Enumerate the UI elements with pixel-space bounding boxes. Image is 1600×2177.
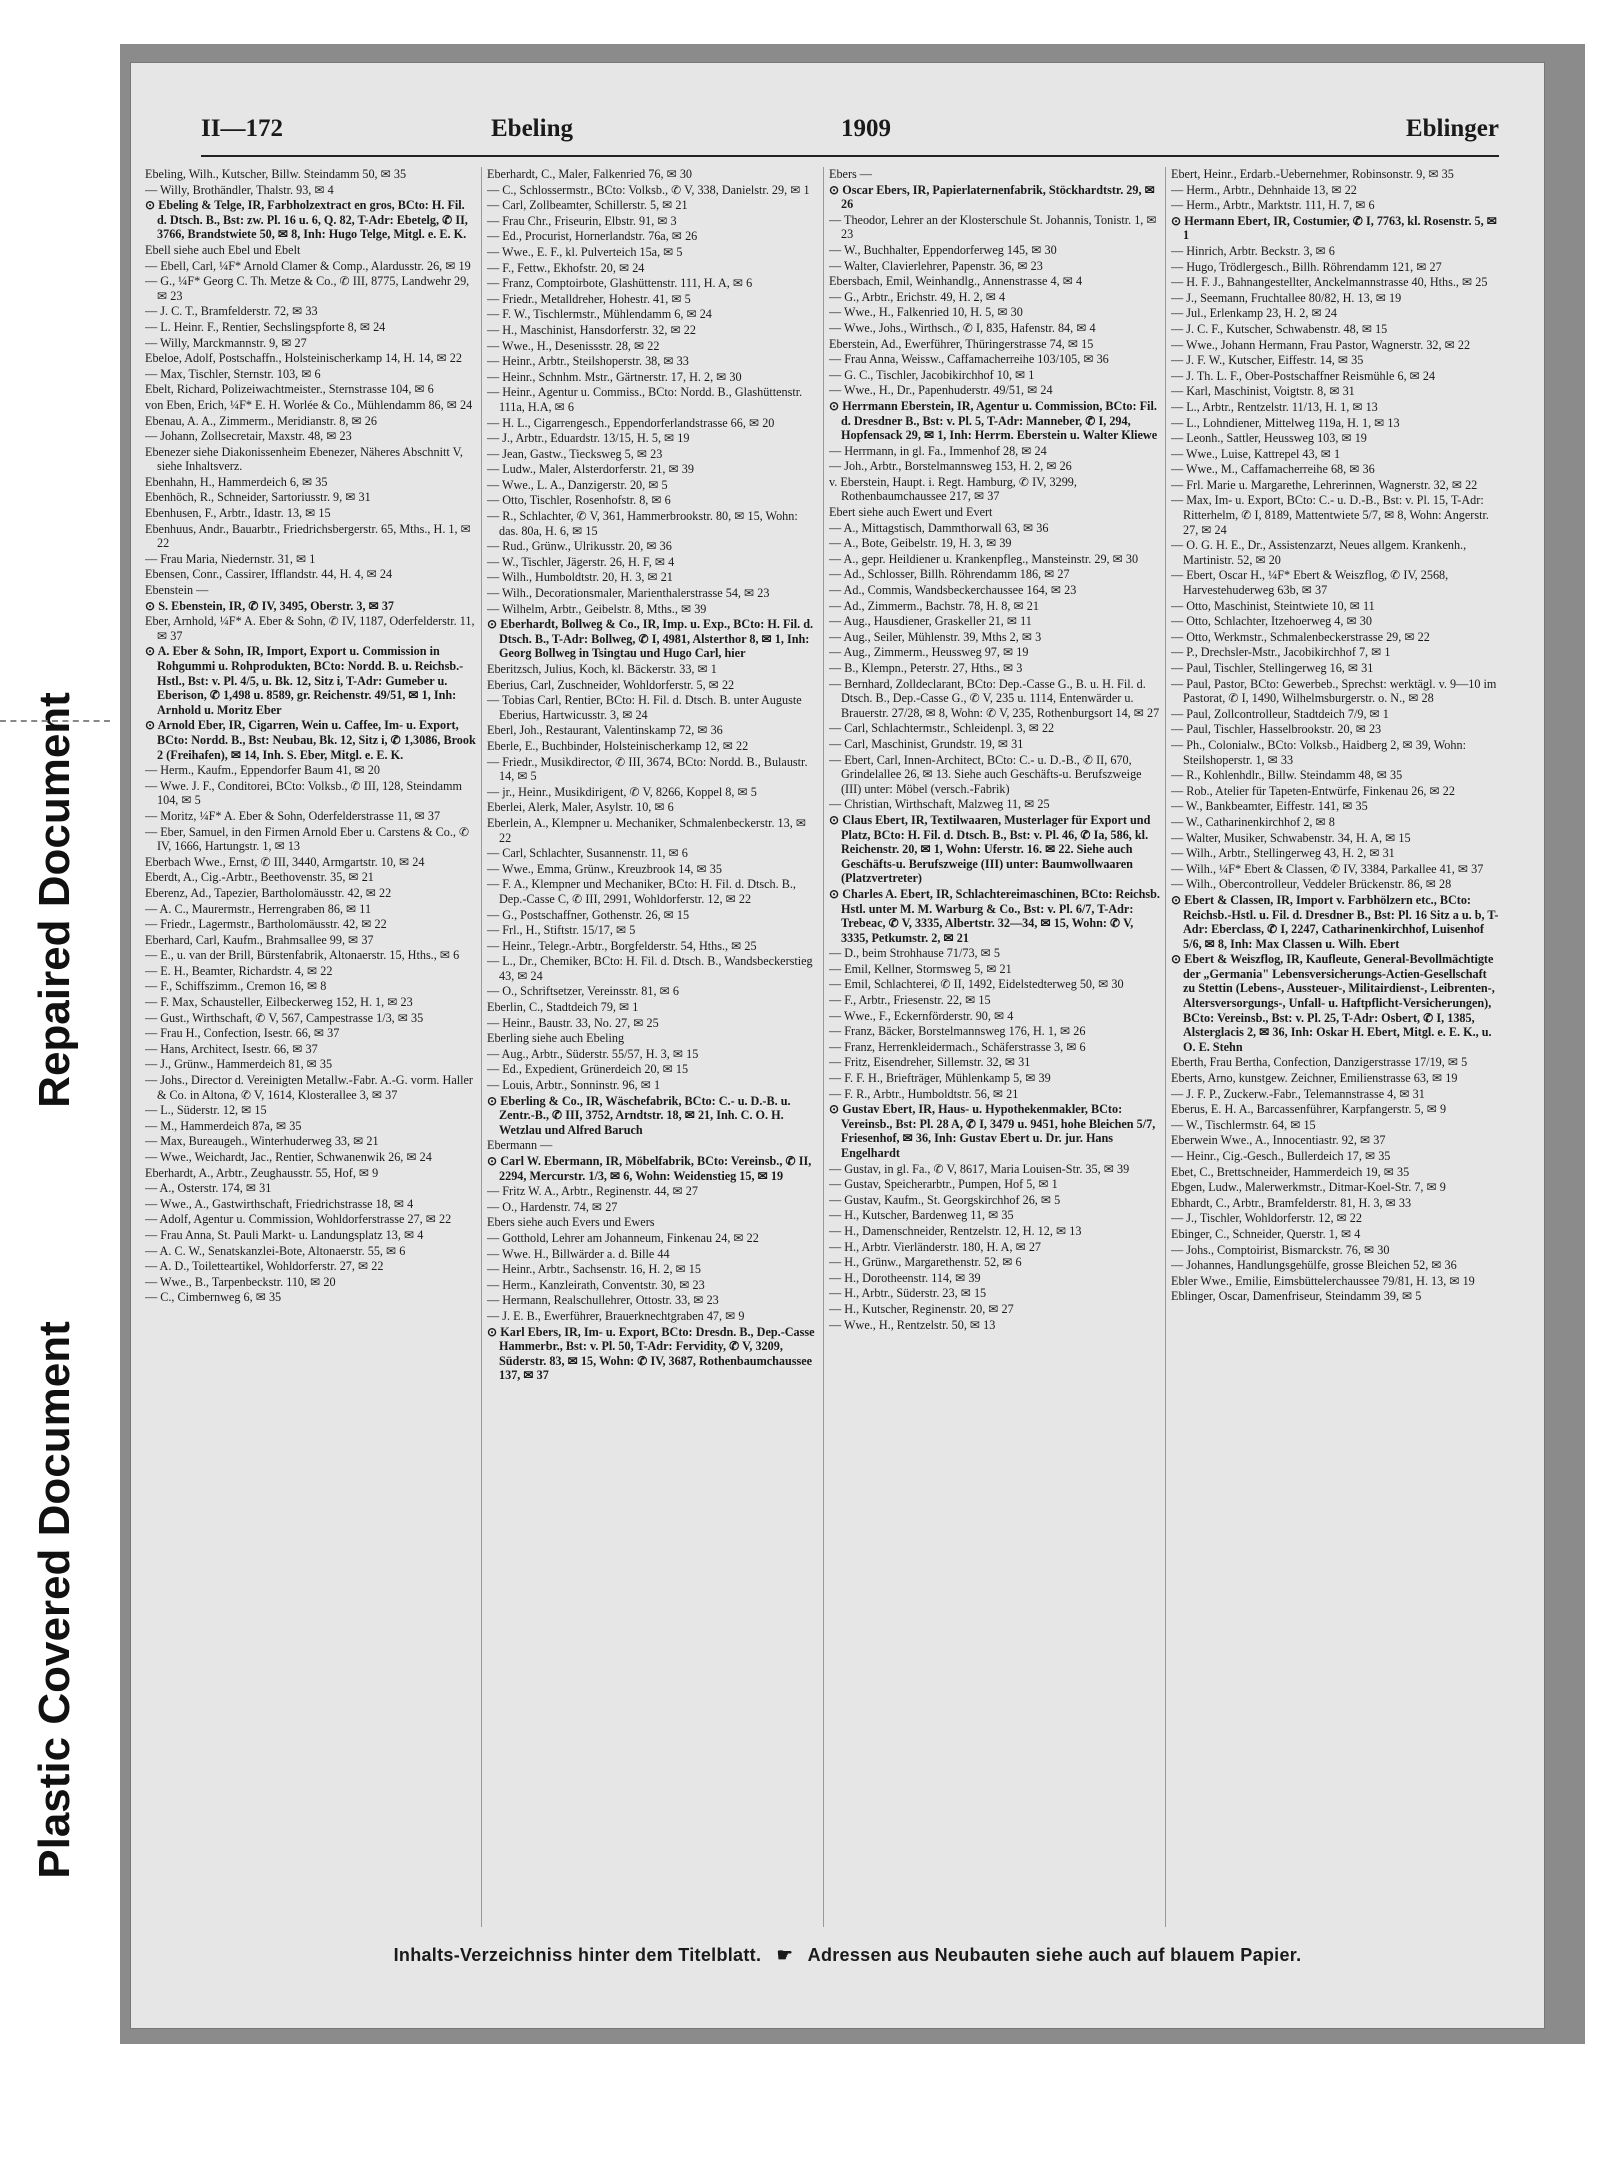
directory-entry: — Ludw., Maler, Alsterdorferstr. 21, ✉ 39 bbox=[487, 462, 694, 477]
directory-entry: — Gustav, in gl. Fa., ✆ V, 8617, Maria Louisen-Str. 35, ✉ 39 bbox=[829, 1161, 1130, 1176]
column-divider bbox=[481, 167, 482, 1927]
directory-entry: — Franz, Comptoirbote, Glashüttenstr. 111, H. A, ✉ 6 bbox=[487, 276, 753, 291]
directory-entry: — H., Kutscher, Bardenweg 11, ✉ 35 bbox=[829, 1208, 1014, 1223]
header-right-word: Eblinger bbox=[1405, 115, 1499, 142]
directory-entry: Ebert, Heinr., Erdarb.-Uebernehmer, Robinsonstr. 9, ✉ 35 bbox=[1171, 167, 1454, 181]
directory-entry: — F. Max, Schausteller, Eilbeckerweg 152, H. 1, ✉ 23 bbox=[145, 995, 413, 1010]
directory-entry: Ebermann — bbox=[487, 1138, 553, 1153]
directory-entry: — L., Dr., Chemiker, BCto: H. Fil. d. Dtsch. B., Wandsbeckerstieg 43, ✉ 24 bbox=[487, 954, 813, 983]
directory-entry: — Max, Bureaugeh., Winterhuderweg 33, ✉ 21 bbox=[145, 1134, 379, 1149]
directory-entry: — Paul, Pastor, BCto: Gewerbeb., Sprechst: werktägl. v. 9—10 im Pastorat, ✆ I, 1490, Wilhelmsburgerstr. o. N., ✉ 28 bbox=[1171, 676, 1497, 706]
directory-entry: — Adolf, Agentur u. Commission, Wohldorferstrasse 27, ✉ 22 bbox=[145, 1212, 452, 1227]
directory-entry: Eberenz, Ad., Tapezier, Bartholomäusstr. 42, ✉ 22 bbox=[145, 885, 392, 900]
directory-entry: Ebensen, Conr., Cassirer, Ifflandstr. 44, H. 4, ✉ 24 bbox=[145, 567, 393, 582]
directory-entry: — Leonh., Sattler, Heussweg 103, ✉ 19 bbox=[1171, 431, 1367, 446]
directory-entry: — Frau H., Confection, Isestr. 66, ✉ 37 bbox=[145, 1026, 340, 1041]
directory-entry: von Eben, Erich, ¼F* E. H. Worlée & Co., Mühlendamm 86, ✉ 24 bbox=[145, 397, 473, 412]
page-footer bbox=[191, 1945, 1504, 1966]
directory-entry: ⊙ Gustav Ebert, IR, Haus- u. Hypothekenmakler, BCto: Vereinsb., Bst: Pl. 28 A, ✆ I, 3479 u. 9451, hohe Bleichen 5/7, Friesenhof, ✉ 36, Inh: Gustav Ebert u. Dr. jur. Hans Engelhardt bbox=[829, 1102, 1156, 1160]
directory-entry: — C., Schlossermstr., BCto: Volksb., ✆ V, 338, Danielstr. 29, ✉ 1 bbox=[487, 182, 810, 197]
directory-entry: — Herrmann, in gl. Fa., Immenhof 28, ✉ 24 bbox=[829, 443, 1047, 458]
directory-entry: — M., Hammerdeich 87a, ✉ 35 bbox=[145, 1118, 302, 1133]
side-label-repaired: Repaired Document bbox=[30, 692, 79, 1108]
directory-entry: — Willy, Brothändler, Thalstr. 93, ✉ 4 bbox=[145, 182, 334, 197]
directory-entry: — Heinr., Telegr.-Arbtr., Borgfelderstr. 54, Hths., ✉ 25 bbox=[487, 938, 757, 953]
directory-entry: ⊙ Herrmann Eberstein, IR, Agentur u. Commission, BCto: Fil. d. Dresdner B., Bst: v. Pl. 5, T-Adr: Manneber, ✆ I, 294, Hopfensack 29, ✉ 1, Inh: Herrm. Eberstein u. Walter Kliewe bbox=[829, 398, 1158, 443]
directory-entry: — A., Bote, Geibelstr. 19, H. 3, ✉ 39 bbox=[829, 536, 1012, 551]
directory-entry: — Frau Chr., Friseurin, Elbstr. 91, ✉ 3 bbox=[487, 213, 677, 228]
directory-entry: — Carl, Schlachter, Susannenstr. 11, ✉ 6 bbox=[487, 846, 688, 861]
directory-entry: — H., Grünw., Margarethenstr. 52, ✉ 6 bbox=[829, 1255, 1022, 1270]
directory-entry: — Ad., Schlosser, Billh. Röhrendamm 186, ✉ 27 bbox=[829, 567, 1070, 582]
header-year: 1909 bbox=[841, 115, 891, 142]
directory-entry: Eberling siehe auch Ebeling bbox=[487, 1031, 625, 1046]
footer-left-text: Inhalts-Verzeichniss hinter dem Titelblatt. bbox=[393, 1945, 762, 1965]
directory-entry: ⊙ A. Eber & Sohn, IR, Import, Export u. Commission in Rohgummi u. Rohprodukten, BCto: Nordd. B. u. Reichsb.-Hstl., Bst: v. Pl. 4/5, u. Bk. 12, Sitz i, T-Adr: Gumeber u. Eberison, ✆ 1,498 u. 8589, gr. Reichenstr. 49/51, ✉ 1, Inh: Arnhold u. Moritz Eber bbox=[145, 644, 464, 717]
directory-entry: Eber, Arnhold, ¼F* A. Eber & Sohn, ✆ IV, 1187, Oderfelderstr. 11, ✉ 37 bbox=[145, 614, 475, 643]
directory-entry: — Wwe., H., Desenissstr. 28, ✉ 22 bbox=[487, 338, 660, 353]
directory-entry: Ebenstein — bbox=[145, 583, 209, 598]
directory-entry: — Emil, Kellner, Stormsweg 5, ✉ 21 bbox=[829, 961, 1012, 976]
directory-entry: — Jul., Erlenkamp 23, H. 2, ✉ 24 bbox=[1171, 306, 1337, 321]
directory-entry: ⊙ Ebert & Weiszflog, IR, Kaufleute, General-Bevollmächtigte der „Germania" Lebensversicherungs-Actien-Gesellschaft zu Stettin (Lebens-, Aussteuer-, Militairdienst-, Leibrenten-, Altersversorgungs-, Unfall- u. Haftpflicht-Versicherungen), BCto: Vereinsb., Bst: v. Pl. 25, T-Adr: Osbert, ✆ I, 1385, Alsterglacis 2, ✉ 36, Inh: Oskar H. Ebert, Mitgl. e. E. K., u. O. E. Stehn bbox=[1171, 952, 1495, 1054]
directory-entry: Ebersbach, Emil, Weinhandlg., Annenstrasse 4, ✉ 4 bbox=[829, 274, 1083, 289]
directory-entry: — G., Arbtr., Erichstr. 49, H. 2, ✉ 4 bbox=[829, 289, 1006, 304]
directory-entry: — Fritz W. A., Arbtr., Reginenstr. 44, ✉ 27 bbox=[487, 1184, 698, 1199]
directory-entry: ⊙ Charles A. Ebert, IR, Schlachtereimaschinen, BCto: Reichsb. Hstl. unter M. M. Warburg & Co., Bst: v. Pl. 6/7, T-Adr: Trebeac, ✆ V, 3335, Albertstr. 32—34, ✉ 15, Wohn: ✆ V, 3335, Petkumstr. 2, ✉ 21 bbox=[829, 886, 1160, 945]
directory-entry: — J. F. W., Kutscher, Eiffestr. 14, ✉ 35 bbox=[1171, 353, 1364, 368]
directory-entry: — J., Grünw., Hammerdeich 81, ✉ 35 bbox=[145, 1057, 333, 1072]
directory-entry: — Herm., Arbtr., Dehnhaide 13, ✉ 22 bbox=[1171, 182, 1357, 197]
directory-entry: Eberth, Frau Bertha, Confection, Danzigerstrasse 17/19, ✉ 5 bbox=[1171, 1055, 1468, 1070]
directory-entry: — Moritz, ¼F* A. Eber & Sohn, Oderfelderstrasse 11, ✉ 37 bbox=[145, 808, 441, 823]
directory-entry: Ebhardt, C., Arbtr., Bramfelderstr. 81, H. 3, ✉ 33 bbox=[1171, 1195, 1412, 1210]
directory-entry: Ebenau, A. A., Zimmerm., Meridianstr. 8, ✉ 26 bbox=[145, 413, 377, 428]
directory-entry: ⊙ Oscar Ebers, IR, Papierlaternenfabrik, Stöckhardtstr. 29, ✉ 26 bbox=[829, 182, 1155, 212]
directory-entry: — Wwe., A., Gastwirthschaft, Friedrichstrasse 18, ✉ 4 bbox=[145, 1196, 414, 1211]
directory-entry: — F. R., Arbtr., Humboldtstr. 56, ✉ 21 bbox=[829, 1086, 1019, 1101]
directory-entry: — J., Arbtr., Eduardstr. 13/15, H. 5, ✉ 19 bbox=[487, 431, 690, 446]
directory-entry: — Ad., Commis, Wandsbeckerchaussee 164, ✉ 23 bbox=[829, 583, 1077, 598]
directory-entry: Ebeloe, Adolf, Postschaffn., Holsteinischerkamp 14, H. 14, ✉ 22 bbox=[145, 351, 462, 366]
directory-entry: Ebers siehe auch Evers und Ewers bbox=[487, 1215, 655, 1230]
directory-entry: — Otto, Maschinist, Steintwiete 10, ✉ 11 bbox=[1171, 598, 1375, 613]
directory-entry: — Frl. Marie u. Margarethe, Lehrerinnen, Wagnerstr. 32, ✉ 22 bbox=[1171, 477, 1478, 492]
directory-entry: — Wwe., H., Dr., Papenhuderstr. 49/51, ✉ 24 bbox=[829, 383, 1053, 398]
directory-entry: — J. E. B., Ewerführer, Brauerknechtgraben 47, ✉ 9 bbox=[487, 1308, 745, 1323]
directory-entry: — Ed., Expedient, Grünerdeich 20, ✉ 15 bbox=[487, 1062, 689, 1077]
directory-entry: — Friedr., Metalldreher, Hohestr. 41, ✉ 5 bbox=[487, 291, 691, 306]
directory-entry: — L. Heinr. F., Rentier, Sechslingspforte 8, ✉ 24 bbox=[145, 319, 386, 334]
directory-entry: Eberus, E. H. A., Barcassenführer, Karpfangerstr. 5, ✉ 9 bbox=[1171, 1102, 1447, 1117]
directory-entry: Ebert siehe auch Ewert und Evert bbox=[829, 505, 993, 520]
column-1 bbox=[145, 167, 477, 1937]
directory-entry: — Hinrich, Arbtr. Beckstr. 3, ✉ 6 bbox=[1171, 243, 1335, 258]
directory-entry: — Paul, Tischler, Hasselbrookstr. 20, ✉ 23 bbox=[1171, 722, 1382, 737]
directory-entry: — Aug., Zimmerm., Heussweg 97, ✉ 19 bbox=[829, 645, 1029, 660]
directory-entry: ⊙ Claus Ebert, IR, Textilwaaren, Musterlager für Export und Platz, BCto: H. Fil. d. Dtsch. B., Bst: v. Pl. 46, ✆ Ia, 586, kl. Reichenstr. 20, ✉ 1, Wohn: Uferstr. 16. ✉ 22. Siehe auch Geschäfts-u. Berufszweige (III) unter: Baumwollwaaren (Platzvertreter) bbox=[829, 812, 1151, 886]
directory-entry: ⊙ Eberling & Co., IR, Wäschefabrik, BCto: C.- u. D.-B. u. Zentr.-B., ✆ III, 3752, Arndtstr. 18, ✉ 21, Inh. C. O. H. Wetzlau und Alfred Baruch bbox=[487, 1093, 791, 1137]
directory-entry: — F. W., Tischlermstr., Mühlendamm 6, ✉ 24 bbox=[487, 307, 712, 322]
directory-entry: — A., Mittagstisch, Dammthorwall 63, ✉ 36 bbox=[829, 520, 1049, 535]
directory-entry: — Wwe., H., Falkenried 10, H. 5, ✉ 30 bbox=[829, 305, 1023, 320]
pointing-hand-icon: ☛ bbox=[776, 1945, 793, 1965]
directory-entry: — Louis, Arbtr., Sonninstr. 96, ✉ 1 bbox=[487, 1078, 661, 1093]
directory-entry: — W., Buchhalter, Eppendorferweg 145, ✉ 30 bbox=[829, 242, 1057, 257]
directory-entry: — Otto, Schlachter, Itzehoerweg 4, ✉ 30 bbox=[1171, 614, 1372, 629]
directory-entry: Ebenhusen, F., Arbtr., Idastr. 13, ✉ 15 bbox=[145, 506, 331, 521]
directory-entry: ⊙ Carl W. Ebermann, IR, Möbelfabrik, BCto: Vereinsb., ✆ II, 2294, Mercurstr. 1/3, ✉ 6, Wohn: Weidenstieg 15, ✉ 19 bbox=[487, 1154, 812, 1183]
directory-entry: Eberhard, Carl, Kaufm., Brahmsallee 99, ✉ 37 bbox=[145, 932, 374, 947]
directory-entry: — Wwe., Emma, Grünw., Kreuzbrook 14, ✉ 35 bbox=[487, 861, 722, 876]
directory-entry: — Hugo, Trödlergesch., Billh. Röhrendamm 121, ✉ 27 bbox=[1171, 259, 1442, 274]
directory-entry: — J. Th. L. F., Ober-Postschaffner Reismühle 6, ✉ 24 bbox=[1171, 368, 1436, 383]
directory-entry: ⊙ Karl Ebers, IR, Im- u. Export, BCto: Dresdn. B., Dep.-Casse Hammerbr., Bst: v. Pl. 50, T-Adr: Fervidity, ✆ V, 3209, Süderstr. 83, ✉ 15, Wohn: ✆ IV, 3687, Rothenbaumchaussee 137, ✉ 37 bbox=[487, 1324, 815, 1383]
directory-entry: — Heinr., Arbtr., Sachsenstr. 16, H. 2, ✉ 15 bbox=[487, 1262, 701, 1277]
directory-entry: Ebinger, C., Schneider, Querstr. 1, ✉ 4 bbox=[1171, 1226, 1361, 1241]
directory-entry: — J., Seemann, Fruchtallee 80/82, H. 13, ✉ 19 bbox=[1171, 290, 1402, 305]
directory-entry: — Emil, Schlachterei, ✆ II, 1492, Eidelstedterweg 50, ✉ 30 bbox=[829, 977, 1124, 992]
directory-entry: — Johs., Director d. Vereinigten Metallw.-Fabr. A.-G. vorm. Haller & Co. in Altona, ✆ V, 1614, Klosterallee 3, ✉ 37 bbox=[145, 1073, 473, 1102]
directory-entry: — Wwe., B., Tarpenbeckstr. 110, ✉ 20 bbox=[145, 1274, 336, 1289]
directory-entry: Ebelt, Richard, Polizeiwachtmeister., Sternstrasse 104, ✉ 6 bbox=[145, 382, 434, 397]
directory-entry: Ebenezer siehe Diakonissenheim Ebenezer, Näheres Abschnitt V, siehe Inhaltsverz. bbox=[145, 444, 463, 474]
directory-entry: — Friedr., Lagermstr., Bartholomäusstr. 42, ✉ 22 bbox=[145, 917, 387, 932]
directory-entry: — Willy, Marckmannstr. 9, ✉ 27 bbox=[145, 335, 307, 350]
directory-entry: — Otto, Werkmstr., Schmalenbeckerstrasse 29, ✉ 22 bbox=[1171, 629, 1430, 644]
directory-entry: — R., Schlachter, ✆ V, 361, Hammerbrookstr. 80, ✉ 15, Wohn: das. 80a, H. 6, ✉ 15 bbox=[487, 509, 798, 538]
directory-entry: — L., Süderstr. 12, ✉ 15 bbox=[145, 1103, 267, 1118]
directory-entry: — H., Arbtr., Süderstr. 23, ✉ 15 bbox=[829, 1286, 987, 1301]
directory-entry: — Carl, Maschinist, Grundstr. 19, ✉ 31 bbox=[829, 736, 1024, 751]
directory-entry: — Tobias Carl, Rentier, BCto: H. Fil. d. Dtsch. B. unter Auguste Eberius, Hartwicusstr. 3, ✉ 24 bbox=[487, 693, 802, 722]
directory-entry: Ebenhöch, R., Schneider, Sartoriusstr. 9, ✉ 31 bbox=[145, 490, 371, 505]
directory-entry: — J. C. T., Bramfelderstr. 72, ✉ 33 bbox=[145, 304, 318, 319]
directory-entry: — H. F. J., Bahnangestellter, Anckelmannstrasse 40, Hths., ✉ 25 bbox=[1171, 275, 1488, 290]
directory-entry: — Eber, Samuel, in den Firmen Arnold Eber u. Carstens & Co., ✆ IV, 1666, Hartungstr. 1, ✉ 13 bbox=[145, 824, 470, 854]
directory-entry: — F., Fettw., Ekhofstr. 20, ✉ 24 bbox=[487, 260, 645, 275]
directory-entry: — W., Bankbeamter, Eiffestr. 141, ✉ 35 bbox=[1171, 799, 1368, 814]
directory-entry: — J. F. P., Zuckerw.-Fabr., Telemannstrasse 4, ✉ 31 bbox=[1171, 1086, 1425, 1101]
directory-entry: ⊙ S. Ebenstein, IR, ✆ IV, 3495, Oberstr. 3, ✉ 37 bbox=[145, 598, 395, 613]
header-left-word: Ebeling bbox=[491, 115, 573, 142]
directory-entry: — Gust., Wirthschaft, ✆ V, 567, Campestrasse 1/3, ✉ 35 bbox=[145, 1010, 424, 1025]
directory-entry: — Herm., Kaufm., Eppendorfer Baum 41, ✉ 20 bbox=[145, 763, 380, 778]
directory-entry: Eberbach Wwe., Ernst, ✆ III, 3440, Armgartstr. 10, ✉ 24 bbox=[145, 854, 425, 869]
directory-entry: — Frl., H., Stiftstr. 15/17, ✉ 5 bbox=[487, 923, 636, 938]
directory-entry: — G. C., Tischler, Jacobikirchhof 10, ✉ 1 bbox=[829, 367, 1035, 382]
directory-entry: — Friedr., Musikdirector, ✆ III, 3674, BCto: Nordd. B., Bulaustr. 14, ✉ 5 bbox=[487, 754, 808, 784]
directory-entry: — Wwe. J. F., Conditorei, BCto: Volksb., ✆ III, 128, Steindamm 104, ✉ 5 bbox=[145, 778, 462, 808]
directory-entry: — L., Arbtr., Rentzelstr. 11/13, H. 1, ✉ 13 bbox=[1171, 399, 1378, 414]
directory-entry: — Wwe., H., Rentzelstr. 50, ✉ 13 bbox=[829, 1317, 996, 1332]
directory-entry: — Ed., Procurist, Hornerlandstr. 76a, ✉ 26 bbox=[487, 229, 698, 244]
directory-entry: — Carl, Zollbeamter, Schillerstr. 5, ✉ 21 bbox=[487, 198, 688, 213]
directory-entry: — O., Hardenstr. 74, ✉ 27 bbox=[487, 1199, 618, 1214]
directory-entry: — R., Kohlenhdlr., Billw. Steindamm 48, ✉ 35 bbox=[1171, 768, 1403, 783]
directory-entry: — Walter, Clavierlehrer, Papenstr. 36, ✉ 23 bbox=[829, 258, 1043, 273]
directory-entry: — Franz, Bäcker, Borstelmannsweg 176, H. 1, ✉ 26 bbox=[829, 1024, 1086, 1039]
directory-entry: — Heinr., Cig.-Gesch., Bullerdeich 17, ✉ 35 bbox=[1171, 1149, 1391, 1163]
directory-entry: — Theodor, Lehrer an der Klosterschule St. Johannis, Tonistr. 1, ✉ 23 bbox=[829, 212, 1157, 242]
directory-entry: Ebell siehe auch Ebel und Ebelt bbox=[145, 242, 301, 257]
directory-entry: ⊙ Arnold Eber, IR, Cigarren, Wein u. Caffee, Im- u. Export, BCto: Nordd. B., Bst: Neubau, Bk. 12, Sitz i, ✆ 1,3086, Brook 2 (Freihafen), ✉ 14, Inh. S. Eber, Mitgl. e. E. K. bbox=[145, 718, 476, 762]
directory-entry: — Wwe., F., Eckernförderstr. 90, ✉ 4 bbox=[829, 1008, 1014, 1023]
directory-entry: — Heinr., Schnhm. Mstr., Gärtnerstr. 17, H. 2, ✉ 30 bbox=[487, 369, 742, 384]
column-4 bbox=[1171, 167, 1501, 1937]
column-divider bbox=[1165, 167, 1166, 1927]
directory-entry: Eberwein Wwe., A., Innocentiastr. 92, ✉ 37 bbox=[1171, 1133, 1386, 1148]
directory-entry: — Heinr., Arbtr., Steilshoperstr. 38, ✉ 33 bbox=[487, 354, 689, 369]
directory-entry: — Herm., Arbtr., Marktstr. 111, H. 7, ✉ 6 bbox=[1171, 198, 1375, 213]
directory-entry: — Carl, Schlachtermstr., Schleidenpl. 3, ✉ 22 bbox=[829, 721, 1055, 736]
directory-entry: — A. D., Toilettеartikel, Wohldorferstr. 27, ✉ 22 bbox=[145, 1259, 384, 1274]
directory-entry: — Johann, Zollsecretair, Maxstr. 48, ✉ 23 bbox=[145, 429, 352, 444]
column-divider bbox=[823, 167, 824, 1927]
directory-entry: Eberl, Joh., Restaurant, Valentinskamp 72, ✉ 36 bbox=[487, 723, 723, 738]
side-label-strip bbox=[0, 0, 110, 2177]
directory-entry: — Gustav, Speicherarbtr., Pumpen, Hof 5, ✉ 1 bbox=[829, 1177, 1058, 1192]
directory-entry: — Wwe., Luise, Kattrepel 43, ✉ 1 bbox=[1171, 446, 1341, 461]
directory-entry: — J. C. F., Kutscher, Schwabenstr. 48, ✉ 15 bbox=[1171, 321, 1388, 336]
directory-entry: — jr., Heinr., Musikdirigent, ✆ V, 8266, Koppel 8, ✉ 5 bbox=[487, 784, 757, 799]
directory-entry: — F., Schiffszimm., Cremon 16, ✉ 8 bbox=[145, 979, 327, 994]
directory-entry: — Wilh., Arbtr., Stellingerweg 43, H. 2, ✉ 31 bbox=[1171, 846, 1395, 861]
directory-entry: Ebenhuus, Andr., Bauarbtr., Friedrichsbergerstr. 65, Mths., H. 1, ✉ 22 bbox=[145, 521, 471, 551]
directory-entry: — O. G. H. E., Dr., Assistenzarzt, Neues allgem. Krankenh., Martinistr. 52, ✉ 20 bbox=[1171, 538, 1467, 567]
directory-entry: Eberlei, Alerk, Maler, Asylstr. 10, ✉ 6 bbox=[487, 800, 674, 815]
directory-entry: — W., Tischler, Jägerstr. 26, H. F, ✉ 4 bbox=[487, 554, 675, 569]
directory-entry: Eberlin, C., Stadtdeich 79, ✉ 1 bbox=[487, 1000, 639, 1015]
directory-entry: — F. F. H., Briefträger, Mühlenkamp 5, ✉ 39 bbox=[829, 1071, 1051, 1086]
directory-entry: Eberlein, A., Klempner u. Mechaniker, Schmalenbeckerstr. 13, ✉ 22 bbox=[487, 815, 807, 845]
directory-entry: — Hans, Architect, Isestr. 66, ✉ 37 bbox=[145, 1041, 318, 1056]
directory-entry: — Ad., Zimmerm., Bachstr. 78, H. 8, ✉ 21 bbox=[829, 598, 1039, 613]
directory-entry: — H. L., Cigarrengesch., Eppendorferlandstrasse 66, ✉ 20 bbox=[487, 415, 775, 430]
directory-entry: — A. C. W., Senatskanzlei-Bote, Altonaerstr. 55, ✉ 6 bbox=[145, 1243, 406, 1258]
directory-entry: v. Eberstein, Haupt. i. Regt. Hamburg, ✆ IV, 3299, Rothenbaumchaussee 217, ✉ 37 bbox=[829, 474, 1077, 504]
directory-entry: — Aug., Seiler, Mühlenstr. 39, Mths 2, ✉ 3 bbox=[829, 629, 1042, 644]
directory-entry: — Fritz, Eisendreher, Sillemstr. 32, ✉ 31 bbox=[829, 1055, 1031, 1070]
directory-entry: — Gotthold, Lehrer am Johanneum, Finkenau 24, ✉ 22 bbox=[487, 1230, 759, 1245]
directory-entry: — E., u. van der Brill, Bürstenfabrik, Altonaerstr. 15, Hths., ✉ 6 bbox=[145, 948, 460, 963]
directory-entry: Ebet, C., Brettschneider, Hammerdeich 19, ✉ 35 bbox=[1171, 1164, 1410, 1179]
directory-entry: — W., Catharinenkirchhof 2, ✉ 8 bbox=[1171, 814, 1335, 829]
directory-entry: — Ebert, Oscar H., ¼F* Ebert & Weiszflog, ✆ IV, 2568, Harvestehuderweg 63b, ✉ 37 bbox=[1171, 568, 1449, 598]
footer-right-text: Adressen aus Neubauten siehe auch auf blauem Papier. bbox=[807, 1945, 1302, 1965]
directory-entry: — Herm., Kanzleirath, Conventstr. 30, ✉ 23 bbox=[487, 1277, 705, 1292]
directory-entry: — Frau Maria, Niedernstr. 31, ✉ 1 bbox=[145, 551, 316, 566]
directory-entry: — Otto, Tischler, Rosenhofstr. 8, ✉ 6 bbox=[487, 493, 671, 508]
directory-entry: — Christian, Wirthschaft, Malzweg 11, ✉ 25 bbox=[829, 797, 1050, 812]
directory-entry: — C., Cimbernweg 6, ✉ 35 bbox=[145, 1290, 282, 1305]
directory-entry: — Heinr., Baustr. 33, No. 27, ✉ 25 bbox=[487, 1015, 659, 1030]
directory-entry: — Aug., Arbtr., Süderstr. 55/57, H. 3, ✉ 15 bbox=[487, 1046, 699, 1061]
directory-entry: — Paul, Zollcontrolleur, Stadtdeich 7/9, ✉ 1 bbox=[1171, 706, 1389, 721]
directory-entry: — Franz, Herrenkleidermach., Schäferstrasse 3, ✉ 6 bbox=[829, 1039, 1086, 1054]
directory-entry: Eberstein, Ad., Ewerführer, Thüringerstrasse 74, ✉ 15 bbox=[829, 336, 1094, 351]
directory-entry: Eberts, Arno, kunstgew. Zeichner, Emilienstrasse 63, ✉ 19 bbox=[1171, 1071, 1458, 1086]
directory-entry: — B., Klempn., Peterstr. 27, Hths., ✉ 3 bbox=[829, 661, 1023, 675]
side-label-plastic: Plastic Covered Document bbox=[30, 1321, 79, 1879]
directory-entry: — Heinr., Agentur u. Commiss., BCto: Nordd. B., Glashüttenstr. 111a, H.A, ✉ 6 bbox=[487, 385, 803, 414]
directory-entry: — Max, Tischler, Sternstr. 103, ✉ 6 bbox=[145, 366, 321, 381]
page-number: II—172 bbox=[201, 115, 283, 142]
directory-entry: Ebeling, Wilh., Kutscher, Billw. Steindamm 50, ✉ 35 bbox=[145, 167, 407, 181]
directory-entry: — Wwe., E. F., kl. Pulverteich 15a, ✉ 5 bbox=[487, 244, 683, 259]
directory-page bbox=[130, 62, 1545, 2029]
directory-entry: — Wwe., Johann Hermann, Frau Pastor, Wagnerstr. 32, ✉ 22 bbox=[1171, 337, 1471, 352]
directory-entry: — F., Arbtr., Friesenstr. 22, ✉ 15 bbox=[829, 993, 991, 1008]
directory-entry: — Wilh., Humboldtstr. 20, H. 3, ✉ 21 bbox=[487, 570, 673, 585]
directory-entry: — Wwe., Johs., Wirthsch., ✆ I, 835, Hafenstr. 84, ✉ 4 bbox=[829, 320, 1096, 335]
directory-entry: Ebler Wwe., Emilie, Eimsbüttelerchaussee 79/81, H. 13, ✉ 19 bbox=[1171, 1273, 1475, 1288]
directory-entry: — Wilhelm, Arbtr., Geibelstr. 8, Mths., ✉ 39 bbox=[487, 601, 707, 616]
directory-entry: — P., Drechsler-Mstr., Jacobikirchhof 7, ✉ 1 bbox=[1171, 645, 1391, 660]
directory-entry: — Ph., Colonialw., BCto: Volksb., Haidberg 2, ✉ 39, Wohn: Steilshoperstr. 1, ✉ 33 bbox=[1171, 737, 1466, 767]
directory-entry: — A., gepr. Heildiener u. Krankenpfleg., Mansteinstr. 29, ✉ 30 bbox=[829, 551, 1139, 566]
directory-entry: — Karl, Maschinist, Voigtstr. 8, ✉ 31 bbox=[1171, 384, 1355, 399]
directory-entry: — Paul, Tischler, Stellingerweg 16, ✉ 31 bbox=[1171, 661, 1374, 675]
directory-entry: Eberitzsch, Julius, Koch, kl. Bäckerstr. 33, ✉ 1 bbox=[487, 662, 717, 676]
directory-entry: — Wwe., M., Caffamacherreihe 68, ✉ 36 bbox=[1171, 462, 1375, 477]
directory-entry: — H., Kutscher, Reginenstr. 20, ✉ 27 bbox=[829, 1301, 1014, 1316]
directory-entry: — G., ¼F* Georg C. Th. Metze & Co., ✆ III, 8775, Landwehr 29, ✉ 23 bbox=[145, 274, 470, 303]
directory-entry: Ebenhahn, H., Hammerdeich 6, ✉ 35 bbox=[145, 474, 328, 489]
directory-entry: — Joh., Arbtr., Borstelmannsweg 153, H. 2, ✉ 26 bbox=[829, 459, 1072, 474]
directory-entry: — Walter, Musiker, Schwabenstr. 34, H. A, ✉ 15 bbox=[1171, 830, 1411, 845]
directory-entry: — H., Maschinist, Hansdorferstr. 32, ✉ 22 bbox=[487, 322, 696, 337]
directory-entry: — A. C., Maurermstr., Herrengraben 86, ✉ 11 bbox=[145, 901, 372, 916]
directory-entry: — Ebert, Carl, Innen-Architect, BCto: C.- u. D.-B., ✆ II, 670, Grindelallee 26, ✉ 13. Siehe auch Geschäfts-u. Berufszweige (III) unter: Möbel (versch.-Fabrik) bbox=[829, 752, 1142, 796]
directory-entry: — Aug., Hausdiener, Graskeller 21, ✉ 11 bbox=[829, 614, 1032, 629]
directory-entry: — Wilh., Obercontrolleur, Veddeler Brückenstr. 86, ✉ 28 bbox=[1171, 877, 1452, 892]
directory-entry: ⊙ Ebeling & Telge, IR, Farbholzextract en gros, BCto: H. Fil. d. Dtsch. B., Bst: zw. Pl. 16 u. 6, Q. 82, T-Adr: Ebetelg, ✆ II, 3766, Brandstwiete 50, ✉ 8, Inh: Hugo Telge, Mitgl. e. E. K. bbox=[145, 198, 468, 242]
directory-entry: — Wwe., Weichardt, Jac., Rentier, Schwanenwik 26, ✉ 24 bbox=[145, 1150, 432, 1164]
directory-entry: — Rob., Atelier für Tapeten-Entwürfe, Finkenau 26, ✉ 22 bbox=[1171, 783, 1455, 798]
directory-entry: — O., Schriftsetzer, Vereinsstr. 81, ✉ 6 bbox=[487, 984, 679, 999]
page-header bbox=[201, 111, 1499, 151]
directory-entry: — G., Postschaffner, Gothenstr. 26, ✉ 15 bbox=[487, 907, 690, 922]
directory-entry: — H., Dorotheenstr. 114, ✉ 39 bbox=[829, 1270, 981, 1285]
directory-entry: — Gustav, Kaufm., St. Georgskirchhof 26, ✉ 5 bbox=[829, 1192, 1061, 1207]
directory-entry: — Wilh., ¼F* Ebert & Classen, ✆ IV, 3384, Parkallee 41, ✉ 37 bbox=[1171, 861, 1484, 876]
directory-entry: ⊙ Ebert & Classen, IR, Import v. Farbhölzern etc., BCto: Reichsb.-Hstl. u. Fil. d. Dresdner B., Bst: Pl. 16 Sitz a u. b, T-Adr: Eberclass, ✆ I, 2247, Catharinenkirchhof, Luisenhof 5/6, ✉ 8, Inh: Max Classen u. Wilh. Ebert bbox=[1171, 892, 1499, 951]
directory-entry: — Johannes, Handlungsgehülfe, grosse Bleichen 52, ✉ 36 bbox=[1171, 1258, 1457, 1273]
directory-entry: Eberhardt, C., Maler, Falkenried 76, ✉ 30 bbox=[487, 167, 693, 181]
directory-entry: — J., Tischler, Wohldorferstr. 12, ✉ 22 bbox=[1171, 1211, 1362, 1226]
directory-entry: — Frau Anna, St. Pauli Markt- u. Landungsplatz 13, ✉ 4 bbox=[145, 1227, 424, 1242]
directory-entry: — W., Tischlermstr. 64, ✉ 15 bbox=[1171, 1117, 1316, 1132]
column-2 bbox=[487, 167, 819, 1937]
directory-entry: — F. A., Klempner und Mechaniker, BCto: H. Fil. d. Dtsch. B., Dep.-Casse C, ✆ III, 2991, Wohldorferstr. 12, ✉ 22 bbox=[487, 877, 796, 906]
directory-entry: ⊙ Hermann Ebert, IR, Costumier, ✆ I, 7763, kl. Rosenstr. 5, ✉ 1 bbox=[1171, 213, 1497, 243]
header-rule bbox=[201, 155, 1499, 157]
directory-entry: Ebers — bbox=[829, 167, 872, 181]
directory-entry: — A., Osterstr. 174, ✉ 31 bbox=[145, 1181, 272, 1196]
directory-entry: — Bernhard, Zolldeclarant, BCto: Dep.-Casse G., B. u. H. Fil. d. Dtsch. B., Dep.-Casse G., ✆ V, 235 u. 1114, Entenwärder u. Brauerstr. 27/28, ✉ 8, Wohn: ✆ V, 235, Rothenburgsort 14, ✉ 27 bbox=[829, 676, 1160, 720]
directory-entry: Eblinger, Oscar, Damenfriseur, Steindamm 39, ✉ 5 bbox=[1171, 1289, 1422, 1304]
directory-entry: ⊙ Eberhardt, Bollweg & Co., IR, Imp. u. Exp., BCto: H. Fil. d. Dtsch. B., T-Adr: Bollweg, ✆ I, 4981, Alsterthor 8, ✉ 1, Inh: Georg Bollweg in Tsingtau und Hugo Carl, hier bbox=[487, 617, 814, 661]
directory-entry: — Max, Im- u. Export, BCto: C.- u. D.-B., Bst: v. Pl. 15, T-Adr: Ritterhelm, ✆ I, 8189, Mattentwiete 5/7, ✉ 8, Wohn: Angerstr. 27, ✉ 24 bbox=[1171, 493, 1489, 537]
directory-entry: — Wwe. H., Billwärder a. d. Bille 44 bbox=[487, 1246, 670, 1261]
directory-entry: — E. H., Beamter, Richardstr. 4, ✉ 22 bbox=[145, 963, 333, 978]
directory-entry: — H., Arbtr. Vierländerstr. 180, H. A, ✉ 27 bbox=[829, 1239, 1042, 1254]
directory-entry: — Frau Anna, Weissw., Caffamacherreihe 103/105, ✉ 36 bbox=[829, 352, 1109, 367]
directory-entry: Eberhardt, A., Arbtr., Zeughausstr. 55, Hof, ✉ 9 bbox=[145, 1165, 379, 1180]
column-3 bbox=[829, 167, 1161, 1937]
directory-entry: — Wwe., L. A., Danzigerstr. 20, ✉ 5 bbox=[487, 477, 668, 492]
directory-entry: Eberdt, A., Cig.-Arbtr., Beethovenstr. 35, ✉ 21 bbox=[145, 870, 374, 885]
directory-entry: — L., Lohndiener, Mittelweg 119a, H. 1, ✉ 13 bbox=[1171, 415, 1400, 430]
directory-entry: — Ebell, Carl, ¼F* Arnold Clamer & Comp., Alardusstr. 26, ✉ 19 bbox=[145, 258, 471, 273]
directory-entry: — H., Damenschneider, Rentzelstr. 12, H. 12, ✉ 13 bbox=[829, 1223, 1082, 1238]
directory-entry: — Johs., Comptoirist, Bismarckstr. 76, ✉ 30 bbox=[1171, 1242, 1390, 1257]
directory-entry: — Rud., Grünw., Ulrikusstr. 20, ✉ 36 bbox=[487, 539, 672, 554]
side-divider bbox=[0, 720, 110, 722]
directory-entry: Ebgen, Ludw., Malerwerkmstr., Ditmar-Koel-Str. 7, ✉ 9 bbox=[1171, 1180, 1446, 1195]
directory-entry: — Jean, Gastw., Tiecksweg 5, ✉ 23 bbox=[487, 446, 663, 461]
directory-entry: — Hermann, Realschullehrer, Ottostr. 33, ✉ 23 bbox=[487, 1293, 719, 1308]
directory-entry: Eberle, E., Buchbinder, Holsteinischerkamp 12, ✉ 22 bbox=[487, 738, 749, 753]
directory-entry: — D., beim Strohhause 71/73, ✉ 5 bbox=[829, 946, 1001, 961]
directory-entry: Eberius, Carl, Zuschneider, Wohldorferstr. 5, ✉ 22 bbox=[487, 677, 735, 692]
directory-entry: — Wilh., Decorationsmaler, Marienthalerstrasse 54, ✉ 23 bbox=[487, 586, 770, 601]
